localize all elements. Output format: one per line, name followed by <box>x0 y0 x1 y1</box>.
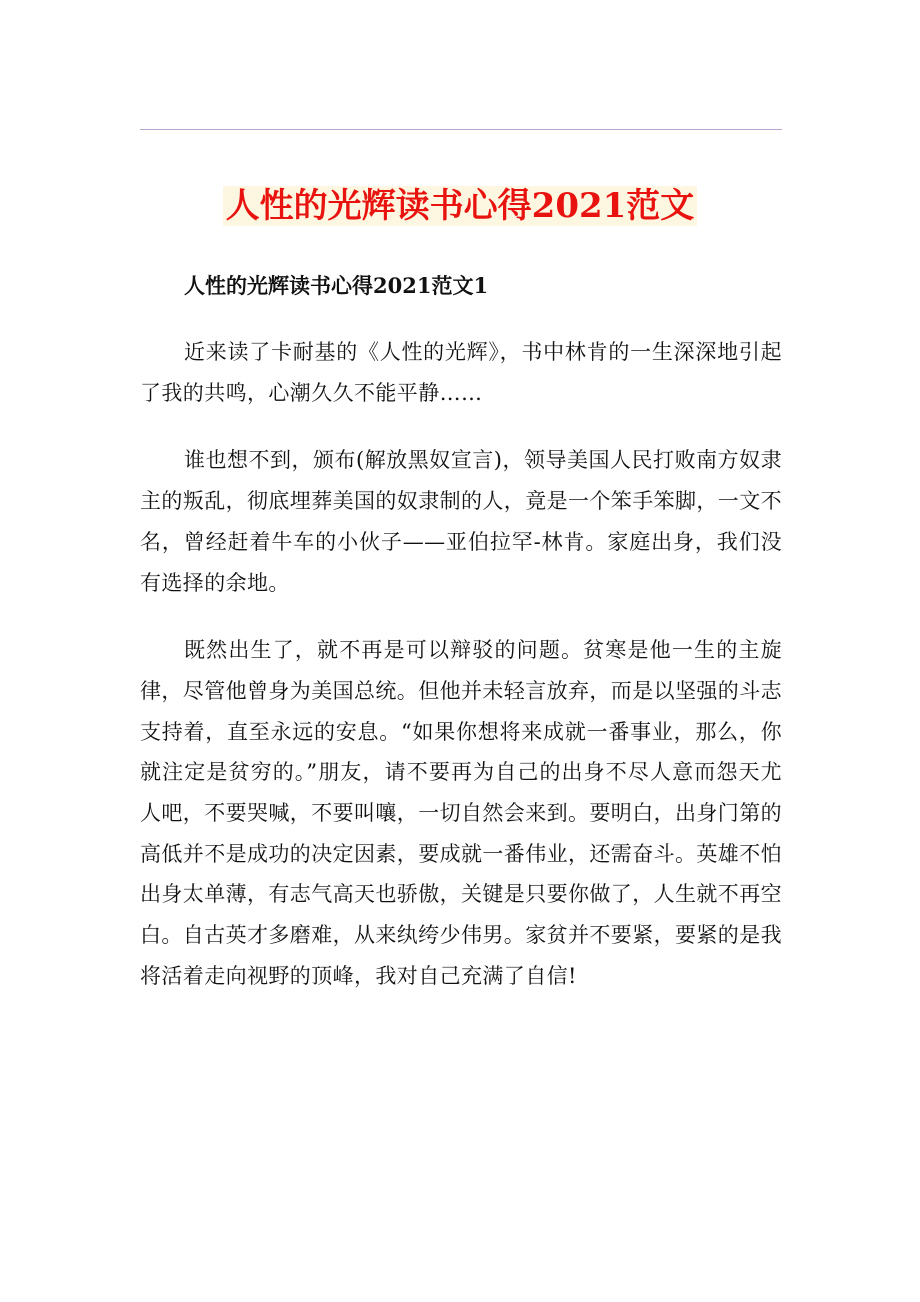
paragraph-3: 既然出生了，就不再是可以辩驳的问题。贫寒是他一生的主旋律，尽管他曾身为美国总统。但他并未轻言放弃，而是以坚强的斗志支持着，直至永远的安息。“如果你想将来成就一番事业，那么，你就注定是贫穷的。”朋友，请不要再为自己的出身不尽人意而怨天尤人吧，不要哭喊，不要叫嚷，一切自然会来到。要明白，出身门第的高低并不是成功的决定因素，要成就一番伟业，还需奋斗。英雄不怕出身太单薄，有志气高天也骄傲，关键是只要你做了，人生就不再空白。自古英才多磨难，从来纨绔少伟男。家贫并不要紧，要紧的是我将活着走向视野的顶峰，我对自己充满了自信! <box>140 638 782 988</box>
document-title-text: 人性的光辉读书心得2021范文 <box>223 186 698 226</box>
header-divider <box>140 129 782 130</box>
document-title <box>0 181 920 231</box>
paragraph-1: 近来读了卡耐基的《人性的光辉》，书中林肯的一生深深地引起了我的共鸣，心潮久久不能平静…… <box>140 340 782 405</box>
document-body <box>140 268 782 1024</box>
section-heading: 人性的光辉读书心得2021范文1 <box>184 273 489 298</box>
paragraph-2: 谁也想不到，颁布(解放黑奴宣言)，领导美国人民打败南方奴隶主的叛乱，彻底埋葬美国的奴隶制的人，竟是一个笨手笨脚，一文不名，曾经赶着牛车的小伙子——亚伯拉罕-林肯。家庭出身，我们没有选择的余地。 <box>140 448 782 595</box>
